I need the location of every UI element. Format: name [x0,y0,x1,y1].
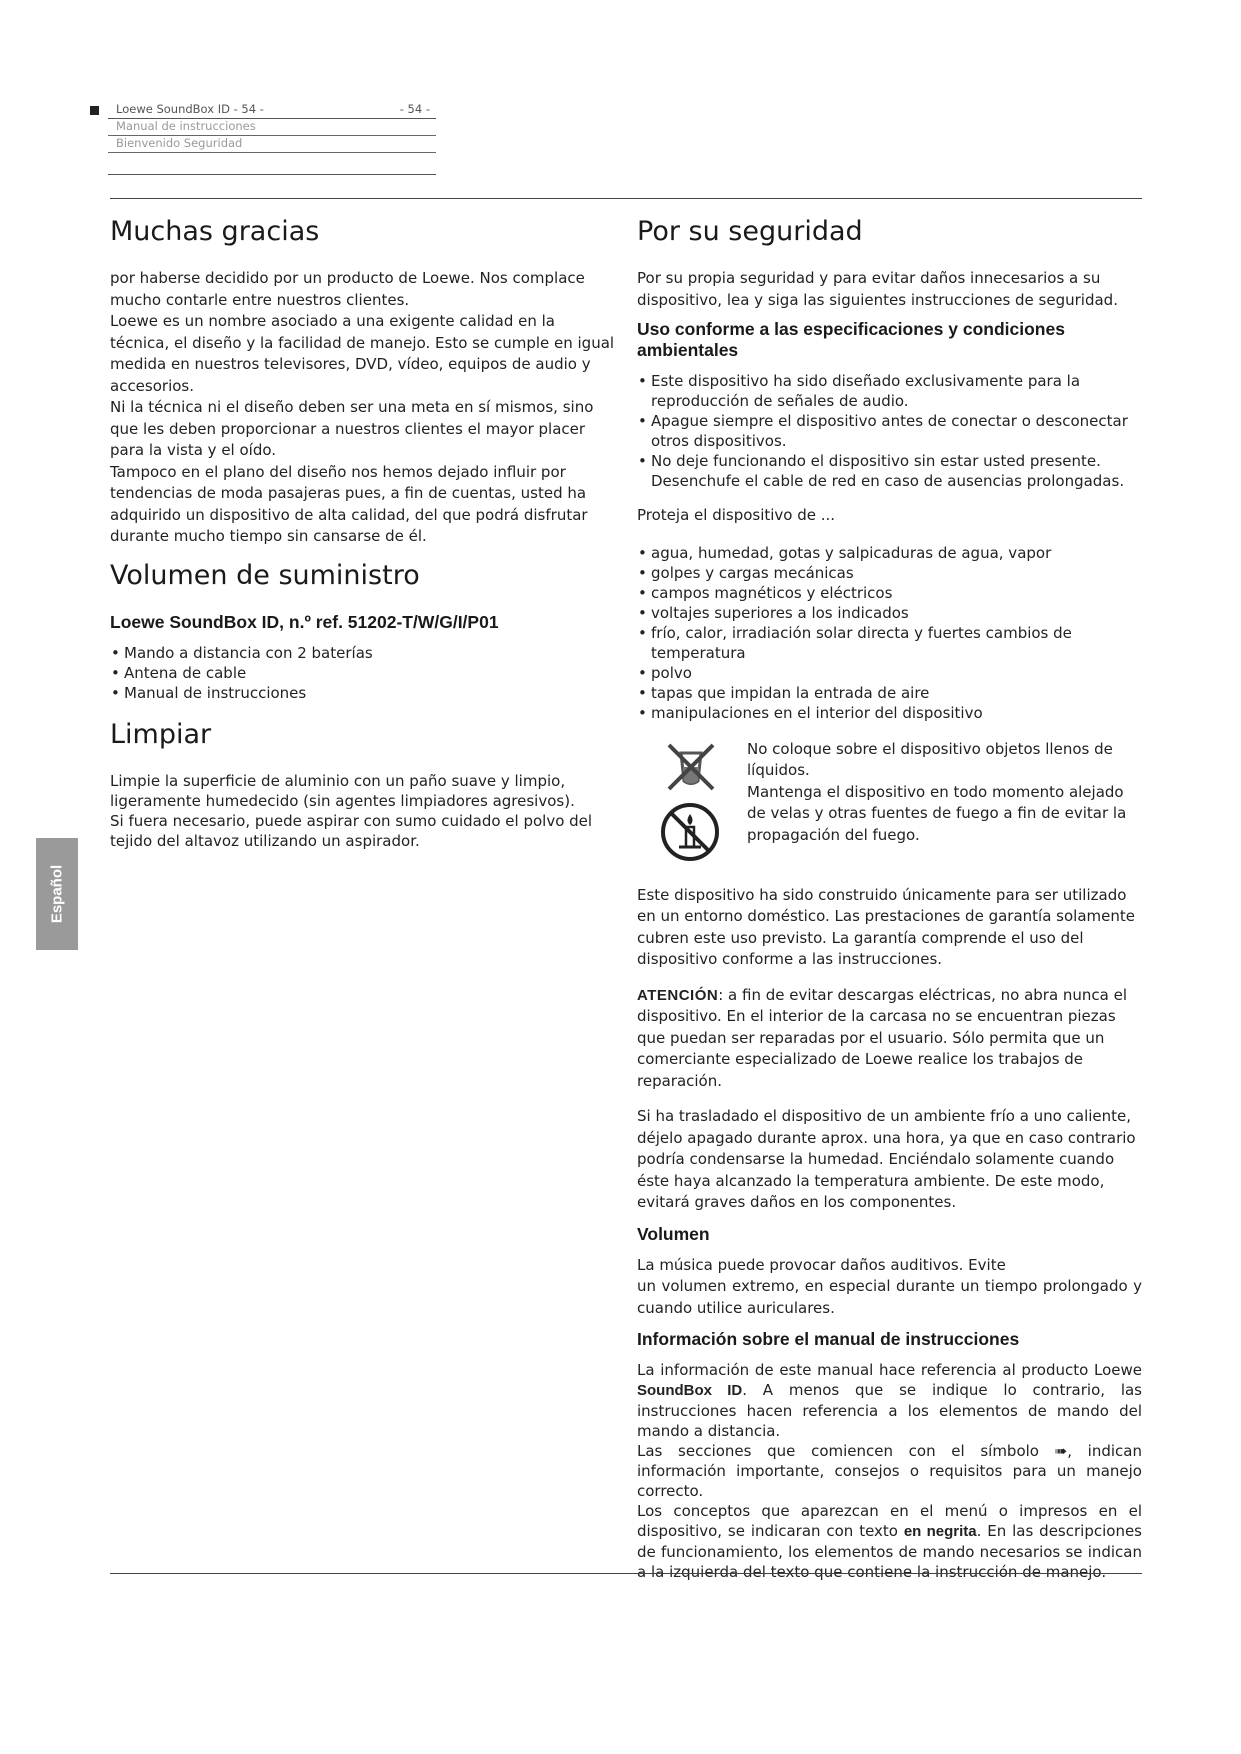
arrow-symbol-icon: ➠ [1054,1442,1068,1460]
clean-heading: Limpiar [110,718,212,750]
info-bold-text: en negrita [903,1523,977,1540]
protect-intro: Proteja el dispositivo de ... [637,506,836,524]
header-title: Loewe SoundBox ID - 54 - [116,102,264,116]
list-item: • Mando a distancia con 2 baterías [110,643,618,663]
usage-list [637,371,1142,491]
bottom-rule [110,1573,1142,1574]
list-item: • polvo [637,663,1142,683]
list-item: • agua, humedad, gotas y salpicaduras de agua, vapor [637,543,1142,563]
language-tab-label: Español [48,864,66,924]
temperature-text: Si ha trasladado el dispositivo de un ambiente frío a uno caliente, déjelo apagado durante aprox. una hora, ya que en caso contrario podría condensarse la humedad. Enciéndalo solamente cuando éste haya alcanzado la temperatura ambiente. De este modo, evitará graves daños en los componentes. [637,1107,1136,1211]
no-open-flame-icon [659,801,721,863]
list-item: • voltajes superiores a los indicados [637,603,1142,623]
thanks-paragraph: por haberse decidido por un producto de Loewe. Nos complace mucho contarle entre nuestros clientes. [110,269,585,309]
thanks-paragraph: Loewe es un nombre asociado a una exigente calidad en la técnica, el diseño y la facilidad de manejo. Esto se cumple en igual medida en nuestros televisores, DVD, vídeo, equipos de audio y accesorios. [110,312,615,395]
list-item: • golpes y cargas mecánicas [637,563,1142,583]
header-title-row [108,102,436,119]
list-item: • frío, calor, irradiación solar directa y fuertes cambios de temperatura [637,623,1142,663]
clean-paragraph: Si fuera necesario, puede aspirar con sumo cuidado el polvo del tejido del altavoz utilizando un aspirador. [110,811,593,850]
warning-icons [637,739,747,869]
safety-heading: Por su seguridad [637,216,863,247]
attention-paragraph [637,985,1142,1093]
list-item: • manipulaciones en el interior del dispositivo [637,703,1142,723]
info-paragraph [637,1501,1142,1582]
safety-intro: Por su propia seguridad y para evitar daños innecesarios a su dispositivo, lea y siga las siguientes instrucciones de seguridad. [637,269,1118,309]
list-item: • Antena de cable [110,663,618,683]
supply-subheading: Loewe SoundBox ID, n.º ref. 51202-T/W/G/I/P01 [110,611,499,632]
supply-list [110,643,618,703]
volume-text [637,1255,1142,1320]
volume-text-line: La música puede provocar daños auditivos. Evite [637,1255,1006,1274]
thanks-paragraph: Ni la técnica ni el diseño deben ser una meta en sí mismos, sino que les deben proporcionar a nuestros clientes el mayor placer para la vista y el oído. [110,398,594,459]
warning-block [637,739,1142,869]
warning-text [747,739,1142,869]
info-text: Las secciones que comiencen con el símbolo [637,1442,1055,1460]
list-item: • No deje funcionando el dispositivo sin estar usted presente. Desenchufe el cable de red en caso de ausencias prolongadas. [637,451,1142,491]
warning-fire: Mantenga el dispositivo en todo momento alejado de velas y otras fuentes de fuego a fin de evitar la propagación del fuego. [747,782,1127,844]
info-text: , indican información importante, consejos o requisitos para un manejo correcto. [637,1442,1142,1500]
volume-text-line: un volumen extremo, en especial durante un tiempo prolongado y cuando utilice auriculares. [637,1277,1142,1317]
language-tab [36,838,78,950]
no-liquids-icon [663,739,719,795]
info-heading: Información sobre el manual de instrucciones [637,1329,1020,1349]
thanks-paragraph: Tampoco en el plano del diseño nos hemos dejado influir por tendencias de moda pasajeras pues, a fin de cuentas, usted ha adquirido un dispositivo de alta calidad, del que podrá disfrutar durante mucho tiempo sin cansarse de él. [110,462,588,545]
header-section: Bienvenido Seguridad [108,136,436,153]
domestic-use-text: Este dispositivo ha sido construido únicamente para ser utilizado en un entorno doméstico. Las prestaciones de garantía solamente cubren este uso previsto. La garantía comprende el uso del dispositivo conforme a las instrucciones. [637,885,1135,968]
list-item: • Manual de instrucciones [110,683,618,703]
attention-text: : a fin de evitar descargas eléctricas, no abra nunca el dispositivo. En el interior de la carcasa no se encuentran piezas que puedan ser reparadas por el usuario. Sólo permita que un comerciante especializado de Loewe realice los trabajos de reparación. [637,985,1128,1090]
list-item: • Este dispositivo ha sido diseñado exclusivamente para la reproducción de señales de audio. [637,371,1142,411]
usage-heading: Uso conforme a las especificaciones y condiciones ambientales [637,319,1065,360]
header-marker [90,106,99,115]
info-paragraph [637,1360,1142,1441]
list-item: • tapas que impidan la entrada de aire [637,683,1142,703]
list-item: • Apague siempre el dispositivo antes de conectar o desconectar otros dispositivos. [637,411,1142,451]
header-divider [108,174,436,175]
info-text: La información de este manual hace referencia al producto Loewe [637,1361,1142,1379]
thanks-text [110,268,618,548]
protect-list [637,543,1142,723]
info-text: Los conceptos que aparezcan en el menú o impresos en el dispositivo, se indicaran con texto [637,1502,1142,1540]
volume-heading: Volumen [637,1223,710,1244]
list-item: • campos magnéticos y eléctricos [637,583,1142,603]
info-bold-text: SoundBox ID [637,1382,743,1399]
left-column [110,210,618,859]
clean-paragraph: Limpie la superficie de aluminio con un paño suave y limpio, ligeramente humedecido (sin agentes limpiadores agresivos). [110,771,575,810]
header-page-number: - 54 - [399,102,430,116]
thanks-heading: Muchas gracias [110,216,320,247]
info-text: . A menos que se indique lo contrario, las instrucciones hacen referencia a los elementos de mando del mando a distancia. [637,1381,1142,1440]
header-manual: Manual de instrucciones [108,119,436,136]
attention-label: ATENCIÓN [637,986,719,1004]
top-rule [110,198,1142,199]
page-header [108,102,436,153]
supply-heading: Volumen de suministro [110,559,420,591]
right-column [637,210,1142,1582]
info-text: . En las descripciones de funcionamiento, los elementos de mando necesarios se indican a la izquierda del texto que contiene la instrucción de manejo. [637,1522,1142,1581]
info-paragraph [637,1441,1142,1501]
warning-liquids: No coloque sobre el dispositivo objetos llenos de líquidos. [747,739,1113,779]
